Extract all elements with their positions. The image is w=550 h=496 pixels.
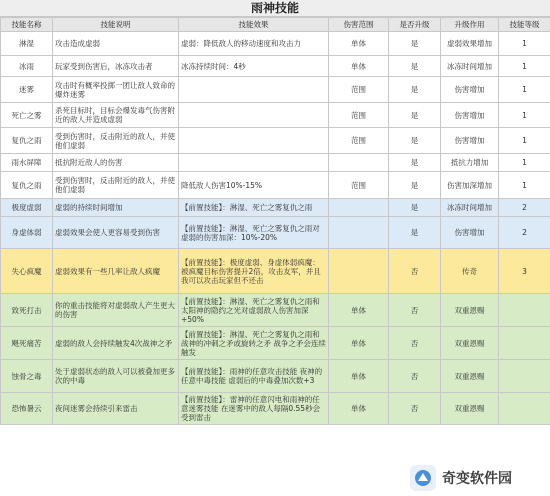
upgradable-cell: 是	[389, 172, 441, 199]
skill-row	[1, 249, 550, 294]
skill-row	[1, 393, 550, 425]
skill-effect-cell	[179, 128, 329, 154]
skill-desc-cell: 攻击造成虚弱	[53, 32, 179, 56]
skill-level-cell: 3	[499, 249, 550, 294]
skill-effect-cell	[179, 77, 329, 103]
upgrade-effect-cell: 伤害加深增加	[441, 172, 499, 199]
upgrade-effect-cell: 抵抗力增加	[441, 154, 499, 172]
skill-name-cell: 冰雨	[1, 56, 53, 77]
damage-range-cell	[329, 217, 389, 249]
skill-row	[1, 294, 550, 327]
damage-range-cell	[329, 249, 389, 294]
skill-effect-cell	[179, 154, 329, 172]
skill-name-cell: 复仇之雨	[1, 128, 53, 154]
skill-row	[1, 327, 550, 360]
upgrade-effect-cell: 伤害增加	[441, 128, 499, 154]
damage-range-cell: 范围	[329, 172, 389, 199]
damage-range-cell	[329, 154, 389, 172]
upgradable-cell: 是	[389, 154, 441, 172]
upgradable-cell: 否	[389, 327, 441, 360]
upgrade-effect-cell: 冰冻时间增加	[441, 199, 499, 217]
skill-desc-cell: 处于虚弱状态的敌人可以被叠加更多次的中毒	[53, 360, 179, 393]
upgradable-cell: 否	[389, 249, 441, 294]
skill-row	[1, 128, 550, 154]
skill-row	[1, 217, 550, 249]
skill-level-cell: 2	[499, 217, 550, 249]
skill-level-cell: 1	[499, 154, 550, 172]
skill-desc-cell: 玩家受到伤害后，冰冻攻击者	[53, 56, 179, 77]
watermark-text: 奇变软件园	[442, 471, 512, 487]
header-damage-range: 伤害范围	[329, 18, 389, 32]
skill-row	[1, 154, 550, 172]
upgradable-cell: 是	[389, 32, 441, 56]
skill-desc-cell: 受到伤害时，反击附近的敌人，并使他们虚弱	[53, 172, 179, 199]
upgrade-effect-cell: 传奇	[441, 249, 499, 294]
upgradable-cell: 否	[389, 393, 441, 425]
damage-range-cell	[329, 199, 389, 217]
skill-name-cell: 迷雾	[1, 77, 53, 103]
header-upgrade-effect: 升级作用	[441, 18, 499, 32]
damage-range-cell: 单体	[329, 294, 389, 327]
header-skill-effect: 技能效果	[179, 18, 329, 32]
upgradable-cell: 否	[389, 360, 441, 393]
header-skill-level: 技能等级	[499, 18, 550, 32]
upgradable-cell: 是	[389, 217, 441, 249]
upgrade-effect-cell: 双重恩赐	[441, 393, 499, 425]
skill-row	[1, 199, 550, 217]
skill-level-cell: 1	[499, 128, 550, 154]
skill-effect-cell: 【前置技能】：淋湿、死亡之雾复仇之雨	[179, 199, 329, 217]
skill-name-cell: 极度虚弱	[1, 199, 53, 217]
site-watermark	[410, 462, 548, 494]
header-skill-name: 技能名称	[1, 18, 53, 32]
upgradable-cell: 是	[389, 56, 441, 77]
skill-name-cell: 淋湿	[1, 32, 53, 56]
skill-desc-cell: 虚弱的持续时间增加	[53, 199, 179, 217]
skill-name-cell: 雨水屏障	[1, 154, 53, 172]
logo-icon	[410, 465, 436, 491]
skill-level-cell: 1	[499, 32, 550, 56]
skill-level-cell: 2	[499, 199, 550, 217]
skill-desc-cell: 虚弱效果会使人更容易受到伤害	[53, 217, 179, 249]
skill-effect-cell: 降低敌人伤害10%-15%	[179, 172, 329, 199]
upgradable-cell: 是	[389, 103, 441, 128]
header-row	[1, 18, 550, 32]
skill-name-cell: 飓死痛苦	[1, 327, 53, 360]
skill-name-cell: 死亡之雾	[1, 103, 53, 128]
upgrade-effect-cell: 冰冻时间增加	[441, 56, 499, 77]
skill-level-cell: 1	[499, 172, 550, 199]
skill-row	[1, 103, 550, 128]
upgrade-effect-cell: 双重恩赐	[441, 360, 499, 393]
upgrade-effect-cell: 伤害增加	[441, 77, 499, 103]
skill-effect-cell: 【前置技能】：淋湿、死亡之雾复仇之雨对虚弱的伤害加深：10%-20%	[179, 217, 329, 249]
damage-range-cell: 单体	[329, 32, 389, 56]
skill-desc-cell: 攻击时有概率投掷一团让敌人致命的爆炸迷雾	[53, 77, 179, 103]
skill-table	[0, 17, 550, 425]
skill-name-cell: 身虚体弱	[1, 217, 53, 249]
upgrade-effect-cell: 虚弱效果增加	[441, 32, 499, 56]
damage-range-cell: 单体	[329, 327, 389, 360]
skill-row	[1, 77, 550, 103]
skill-level-cell: 1	[499, 103, 550, 128]
skill-effect-cell: 【前置技能】：雨神的任意攻击技能 夜神的任意中毒技能 虚弱后的中毒叠加次数+3	[179, 360, 329, 393]
skill-desc-cell: 你的重击技能将对虚弱敌人产生更大的伤害	[53, 294, 179, 327]
skill-row	[1, 172, 550, 199]
skill-desc-cell: 夜间迷雾会持续引来雷击	[53, 393, 179, 425]
skill-level-cell	[499, 327, 550, 360]
damage-range-cell: 单体	[329, 393, 389, 425]
skill-row	[1, 32, 550, 56]
upgrade-effect-cell: 双重恩赐	[441, 294, 499, 327]
skill-level-cell	[499, 393, 550, 425]
skill-level-cell	[499, 294, 550, 327]
skill-name-cell: 失心疯魔	[1, 249, 53, 294]
skill-name-cell: 蚀骨之毒	[1, 360, 53, 393]
damage-range-cell: 单体	[329, 56, 389, 77]
upgrade-effect-cell: 伤害增加	[441, 103, 499, 128]
damage-range-cell: 范围	[329, 103, 389, 128]
header-skill-desc: 技能说明	[53, 18, 179, 32]
upgradable-cell: 是	[389, 128, 441, 154]
sheet-title: 雨神技能	[0, 0, 550, 17]
skill-level-cell: 1	[499, 77, 550, 103]
skill-name-cell: 复仇之雨	[1, 172, 53, 199]
skill-effect-cell: 【前置技能】：淋湿、死亡之雾复仇之雨和战神的冲刺之矛或旋转之矛 战争之矛会连续触发	[179, 327, 329, 360]
skill-effect-cell: 虚弱：降低敌人的移动速度和攻击力	[179, 32, 329, 56]
skill-effect-cell: 【前置技能】：极度虚弱、身虚体弱疯魔：被疯魔目标伤害提升2倍，攻击友军，并且我可以攻击玩家但不还击	[179, 249, 329, 294]
skill-level-cell	[499, 360, 550, 393]
skill-desc-cell: 杀死目标时，目标会爆发毒气伤害附近的敌人并造成虚弱	[53, 103, 179, 128]
skill-effect-cell	[179, 103, 329, 128]
damage-range-cell: 范围	[329, 128, 389, 154]
upgrade-effect-cell: 伤害增加	[441, 217, 499, 249]
skill-effect-cell: 【前置技能】：雷神的任意闪电和雨神的任意迷雾技能 在迷雾中的敌人每隔0.55秒会受到雷击	[179, 393, 329, 425]
upgradable-cell: 否	[389, 294, 441, 327]
skill-desc-cell: 虚弱效果有一些几率让敌人疯魔	[53, 249, 179, 294]
damage-range-cell: 范围	[329, 77, 389, 103]
skill-desc-cell: 虚弱的敌人会持续触发4次战神之矛	[53, 327, 179, 360]
skill-effect-cell: 【前置技能】：淋湿、死亡之雾复仇之雨和太阳神的隐约之光对虚弱敌人伤害加深+50%	[179, 294, 329, 327]
skill-row	[1, 56, 550, 77]
skill-desc-cell: 抵抗附近敌人的伤害	[53, 154, 179, 172]
skill-name-cell: 恐怖暑云	[1, 393, 53, 425]
skill-level-cell: 1	[499, 56, 550, 77]
header-upgradable: 是否升级	[389, 18, 441, 32]
skill-effect-cell: 冰冻持续时间：4秒	[179, 56, 329, 77]
upgrade-effect-cell: 双重恩赐	[441, 327, 499, 360]
skill-name-cell: 致死打击	[1, 294, 53, 327]
skill-desc-cell: 受到伤害时，反击附近的敌人，并使他们虚弱	[53, 128, 179, 154]
upgradable-cell: 是	[389, 77, 441, 103]
upgradable-cell: 是	[389, 199, 441, 217]
skill-row	[1, 360, 550, 393]
damage-range-cell: 单体	[329, 360, 389, 393]
